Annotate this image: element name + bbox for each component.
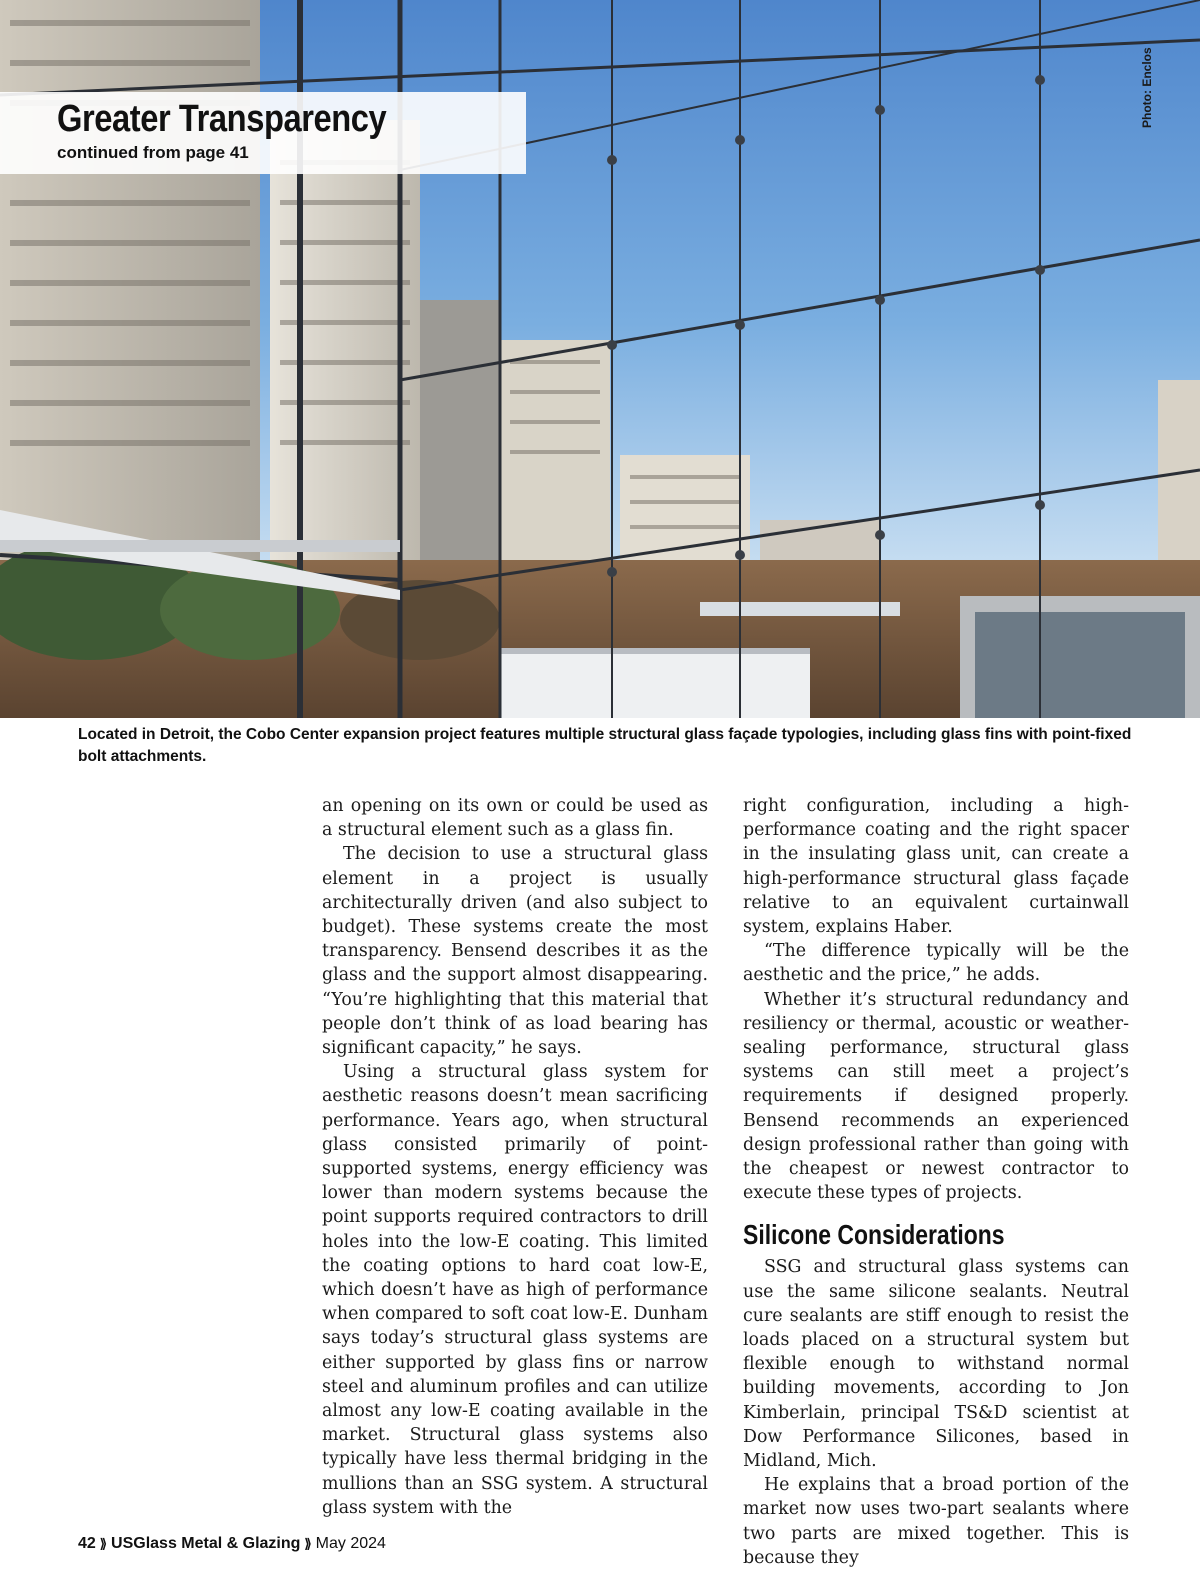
section-heading: Silicone Considerations	[743, 1219, 1005, 1251]
paragraph: He explains that a broad portion of the market now uses two-part sealants where two parts are mixed together. This is because they	[743, 1475, 1129, 1568]
page-number: 42	[78, 1535, 96, 1552]
publication-name: USGlass Metal & Glazing	[111, 1535, 301, 1552]
page-title: Greater Transparency	[57, 98, 387, 140]
paragraph: right configuration, including a high-performance coating and the right spacer in the insulating glass unit, can create a high-performance structural glass façade relative to an equivalent curtainwall system, explains Haber.	[743, 796, 1129, 938]
paragraph: The decision to use a structural glass element in a project is usually architecturally driven (and also subject to budget). These systems create the most transparency. Bensend describes it as the glass and the support almost disappearing. “You’re highlighting that this material that people don’t think of as load bearing has significant capacity,” he says.	[322, 844, 708, 1059]
paragraph: Whether it’s structural redundancy and resiliency or thermal, acoustic or weather-sealing performance, structural glass systems can still meet a project’s requirements if designed properly. Bensend recommends an experienced design professional rather than going with the cheapest or newest contractor to execute these types of projects.	[743, 989, 1129, 1204]
paragraph: SSG and structural glass systems can use the same silicone sealants. Neutral cure sealants are stiff enough to resist the loads placed on a structural system but flexible enough to withstand normal building movements, according to Jon Kimberlain, principal TS&D scientist at Dow Performance Silicones, based in Midland, Mich.	[743, 1257, 1129, 1472]
article-column-2	[743, 794, 1129, 1570]
paragraph: Using a structural glass system for aesthetic reasons doesn’t mean sacrificing performance. Years ago, when structural glass consisted primarily of point-supported systems, energy efficiency was lower than modern systems because the point supports required contractors to drill holes into the low-E coating. This limited the coating options to hard coat low-E, which doesn’t have as high of performance when compared to soft coat low-E. Dunham says today’s structural glass systems are either supported by glass fins or narrow steel and aluminum profiles and can utilize almost any low-E coating available in the market. Structural glass systems also typically have less thermal bridging in the mullions than an SSG system. A structural glass system with the	[322, 1062, 708, 1518]
article-column-1	[322, 794, 708, 1520]
separator-icon: ⟫	[304, 1536, 312, 1551]
paragraph: an opening on its own or could be used as a structural element such as a glass fin.	[322, 796, 708, 841]
continued-from-label: continued from page 41	[57, 143, 249, 162]
photo-credit: Photo: Enclos	[1140, 47, 1154, 128]
paragraph: “The difference typically will be the aesthetic and the price,” he adds.	[743, 941, 1129, 986]
hero-photo	[0, 0, 1200, 718]
issue-date: May 2024	[315, 1535, 386, 1552]
page-footer	[78, 1535, 386, 1553]
separator-icon: ⟫	[99, 1536, 108, 1551]
photo-caption: Located in Detroit, the Cobo Center expansion project features multiple structural glass façade typologies, including glass fins with point-fixed bolt attachments.	[78, 726, 1132, 765]
